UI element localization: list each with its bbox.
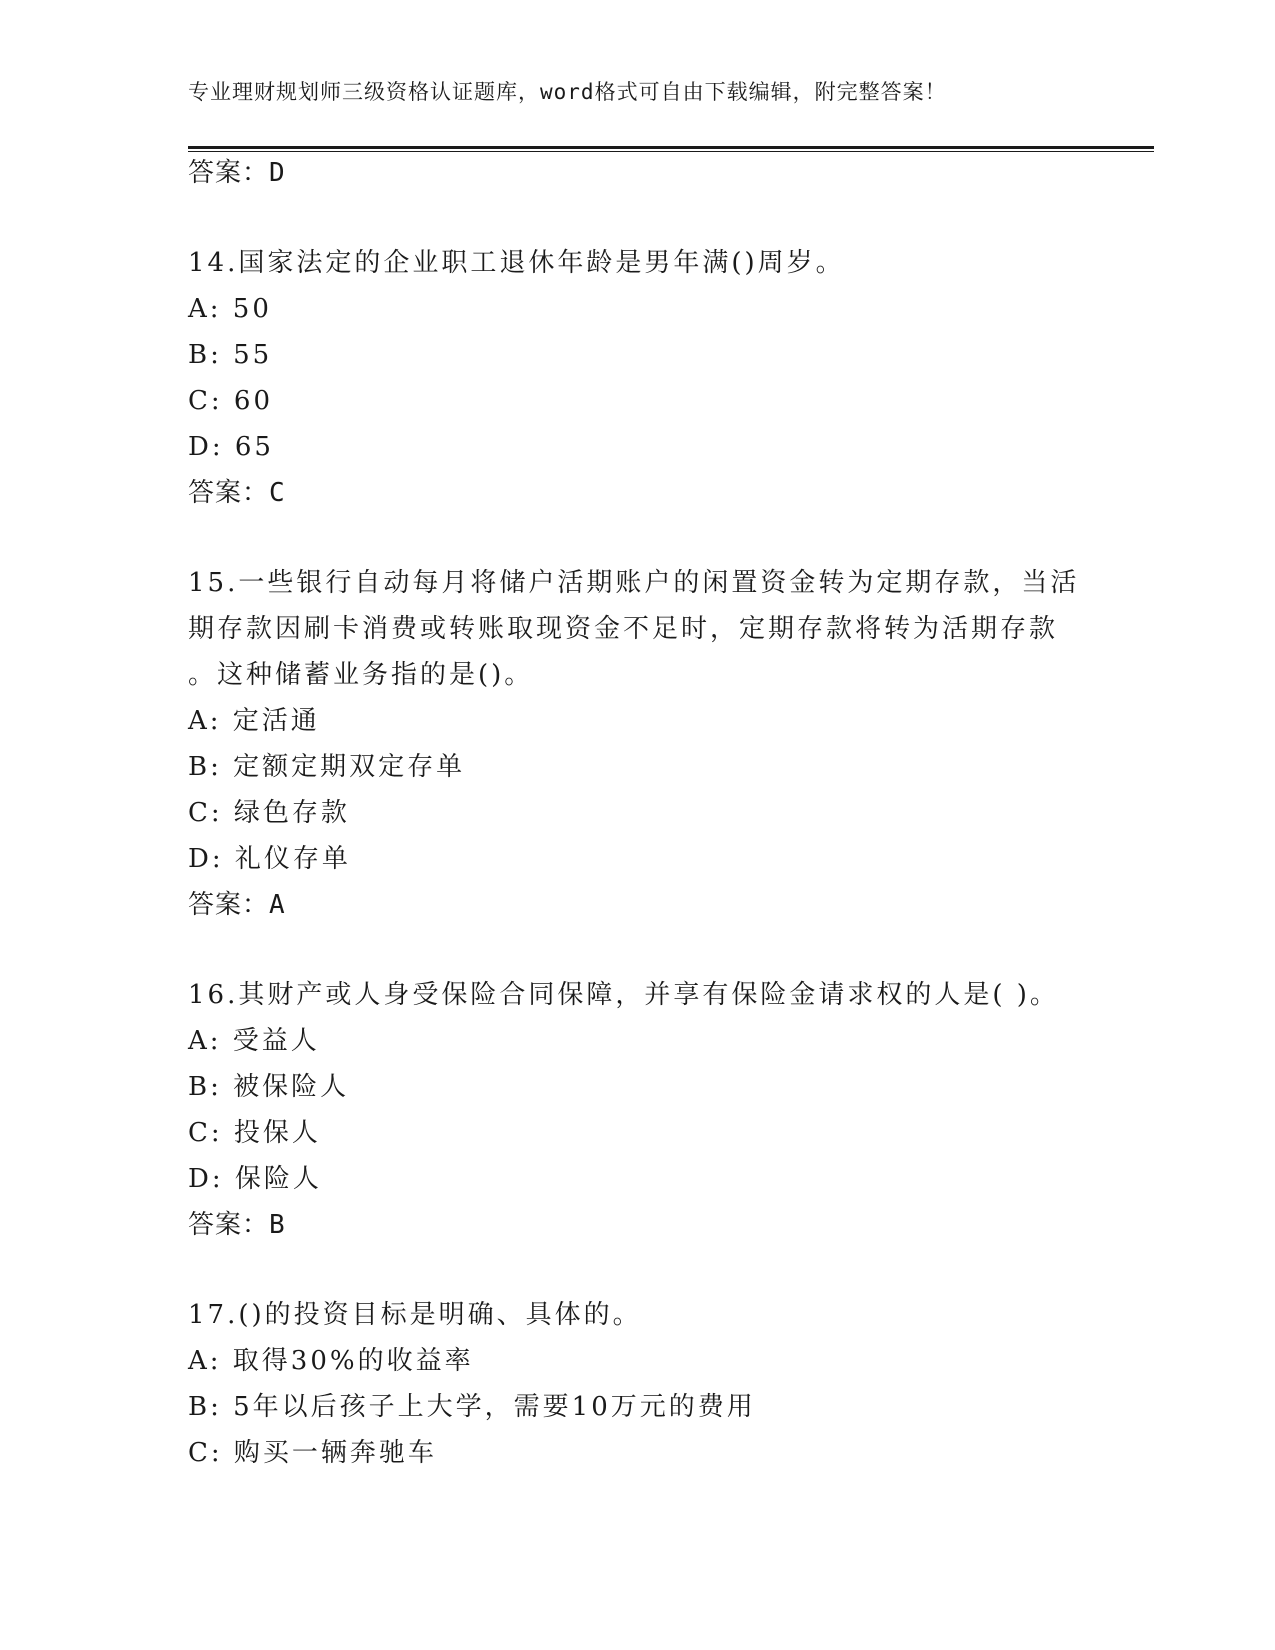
option-b: B: 5年以后孩子上大学，需要10万元的费用 [188, 1392, 756, 1422]
option-d: D: 65 [188, 432, 274, 462]
question-stem-continued: 期存款因刷卡消费或转账取现资金不足时，定期存款将转为活期存款 [188, 614, 1059, 644]
spacer [188, 928, 1128, 972]
answer-line: 答案：B [188, 1210, 286, 1240]
option-d: D: 礼仪存单 [188, 844, 351, 874]
spacer [188, 1248, 1128, 1292]
option-c: C: 绿色存款 [188, 798, 350, 828]
option-a: A: 受益人 [188, 1026, 320, 1056]
answer-line: 答案：D [188, 158, 286, 188]
option-c: C: 投保人 [188, 1118, 321, 1148]
option-d: D: 保险人 [188, 1164, 322, 1194]
question-stem: 14.国家法定的企业职工退休年龄是男年满()周岁。 [188, 248, 845, 278]
answer-line: 答案：C [188, 478, 286, 508]
option-b: B: 55 [188, 340, 273, 370]
question-stem: 15.一些银行自动每月将储户活期账户的闲置资金转为定期存款，当活 [188, 568, 1080, 598]
option-a: A: 定活通 [188, 706, 320, 736]
question-stem: 16.其财产或人身受保险合同保障，并享有保险金请求权的人是( )。 [188, 980, 1059, 1010]
option-b: B: 定额定期双定存单 [188, 752, 466, 782]
header-rule-thick [188, 146, 1154, 149]
option-b: B: 被保险人 [188, 1072, 350, 1102]
option-a: A: 50 [188, 294, 272, 324]
option-c: C: 购买一辆奔驰车 [188, 1438, 437, 1468]
answer-line: 答案：A [188, 890, 286, 920]
question-stem: 17.()的投资目标是明确、具体的。 [188, 1300, 642, 1330]
question-stem-continued: 。这种储蓄业务指的是()。 [188, 660, 534, 690]
option-c: C: 60 [188, 386, 274, 416]
spacer [188, 196, 1128, 240]
spacer [188, 516, 1128, 560]
document-header: 专业理财规划师三级资格认证题库，word格式可自由下载编辑，附完整答案！ [188, 80, 947, 104]
option-a: A: 取得30%的收益率 [188, 1346, 474, 1376]
question-list [188, 150, 1128, 1476]
